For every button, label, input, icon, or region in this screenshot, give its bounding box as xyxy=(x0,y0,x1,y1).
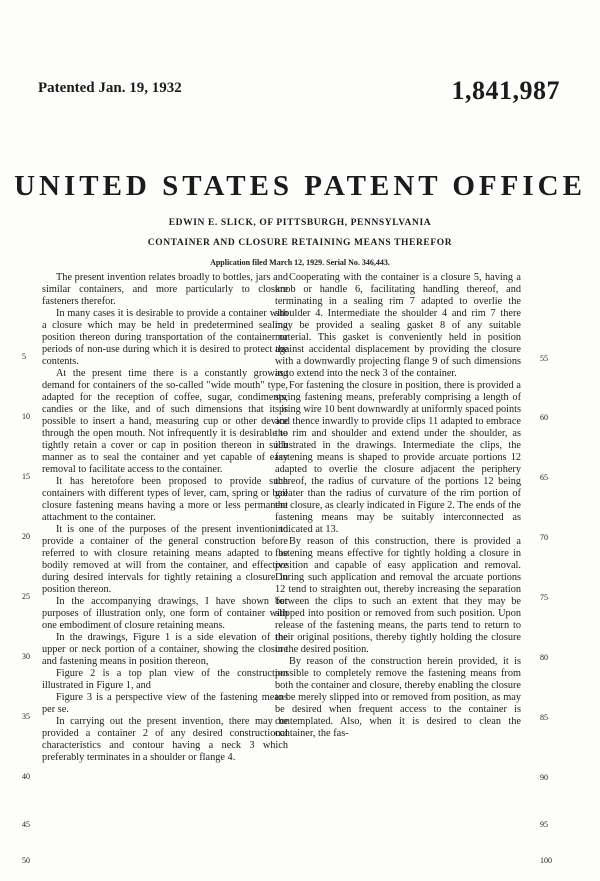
paragraph: Figure 2 is a top plan view of the construction illustrated in Figure 1, and xyxy=(42,668,288,691)
line-number: 25 xyxy=(22,592,30,601)
paragraph: Cooperating with the container is a closure 5, having a knob or handle 6, facilitating handling thereof, and terminating in a sealing rim 7 adapted to overlie the shoulder 4. Intermediate the shoulder 4 and rim 7 there may be provided a sealing gasket 8 of any suitable material. This gasket is conveniently held in position against accidental displacement by providing the closure with a downwardly projecting flange 9 of such dimensions as to extend into the neck 3 of the container. xyxy=(275,272,521,379)
paragraph: In many cases it is desirable to provide a container with a closure which may be held in predetermined sealing position thereon during transportation of the container or periods of non-use during which it is desired to protect the contents. xyxy=(42,308,288,367)
paragraph: In the accompanying drawings, I have shown for purposes of illustration only, one form of container with one embodiment of closure retaining means. xyxy=(42,596,288,631)
paragraph: In the drawings, Figure 1 is a side elevation of the upper or neck portion of a container, showing the closure and fastening means in position thereon, xyxy=(42,632,288,667)
line-number: 60 xyxy=(540,413,548,422)
line-number: 10 xyxy=(22,412,30,421)
patent-date: Patented Jan. 19, 1932 xyxy=(38,80,182,96)
paragraph: By reason of the construction herein provided, it is possible to completely remove the fastening means from both the container and closure, thereby enabling the closure to be merely slipped into or removed from position, as may be desired when frequent access to the container is contemplated. Also, when it is desired to clean the container, the fas- xyxy=(275,656,521,739)
patent-number: 1,841,987 xyxy=(451,76,560,105)
application-line: Application filed March 12, 1929. Serial No. 346,443. xyxy=(210,258,390,267)
line-number: 90 xyxy=(540,773,548,782)
line-number: 85 xyxy=(540,713,548,722)
line-number: 55 xyxy=(540,354,548,363)
line-number: 70 xyxy=(540,533,548,542)
line-number: 75 xyxy=(540,593,548,602)
paragraph: It has heretofore been proposed to provide such containers with different types of lever, cam, spring or bail closure fastening means having a more or less permanent attachment to the container. xyxy=(42,476,288,523)
line-number: 45 xyxy=(22,820,30,829)
paragraph: For fastening the closure in position, there is provided a spring fastening means, preferably comprising a length of spring wire 10 bent downwardly at uniformly spaced points and thence inwardly to provide clips 11 adapted to embrace the rim and shoulder and extend under the shoulder, as illustrated in the drawings. Intermediate the clips, the fastening means is shaped to provide arcuate portions 12 adapted to overlie the closure adjacent the periphery thereof, the radius of curvature of the portions 12 being greater than the radius of curvature of the rim portion of the closure, as clearly indicated in Figure 2. The ends of the fastening means may be suitably interconnected as indicated at 13. xyxy=(275,380,521,535)
line-number: 50 xyxy=(22,856,30,865)
line-number: 65 xyxy=(540,473,548,482)
left-column xyxy=(42,272,288,764)
line-number: 20 xyxy=(22,532,30,541)
paragraph: In carrying out the present invention, there may be provided a container 2 of any desired constructional characteristics and contour having a neck 3 which preferably terminates in a shoulder or flange 4. xyxy=(42,716,288,763)
right-column xyxy=(275,272,521,740)
line-number: 100 xyxy=(540,856,552,865)
line-number: 30 xyxy=(22,652,30,661)
paragraph: The present invention relates broadly to bottles, jars and similar containers, and more particularly to closure fasteners therefor. xyxy=(42,272,288,307)
office-title: UNITED STATES PATENT OFFICE xyxy=(14,170,586,202)
paragraph: Figure 3 is a perspective view of the fastening means per se. xyxy=(42,692,288,715)
paragraph: By reason of this construction, there is provided a fastening means effective for tightly holding a closure in position and capable of easy application and removal. During such application and removal the arcuate portions 12 tend to straighten out, thereby increasing the separation between the clips to such an extent that they may be slipped into position or removed from such position. Upon release of the fastening means, the parts tend to return to their original positions, thereby tightly holding the closure in the desired position. xyxy=(275,536,521,655)
paragraph: It is one of the purposes of the present invention to provide a container of the general construction before referred to with closure retaining means adapted to be bodily removed at will from the container, and effective during desired intervals for tightly retaining a closure in position thereon. xyxy=(42,524,288,595)
line-number: 80 xyxy=(540,653,548,662)
line-number: 35 xyxy=(22,712,30,721)
paragraph: At the present time there is a constantly growing demand for containers of the so-called "wide mouth" type, adapted for the reception of coffee, sugar, condiments, candies or the like, and of such dimensions that it is possible to insert a hand, measuring cup or other device through the open mouth. Not infrequently it is desirable to tightly retain a cover or cap in position thereon in such manner as to seal the container and yet capable of easy removal to facilitate access to the container. xyxy=(42,368,288,475)
line-number: 15 xyxy=(22,472,30,481)
line-number: 95 xyxy=(540,820,548,829)
line-number: 5 xyxy=(22,352,26,361)
subject-title: CONTAINER AND CLOSURE RETAINING MEANS THEREFOR xyxy=(147,238,453,248)
inventor-line: EDWIN E. SLICK, OF PITTSBURGH, PENNSYLVANIA xyxy=(168,218,432,228)
line-number: 40 xyxy=(22,772,30,781)
